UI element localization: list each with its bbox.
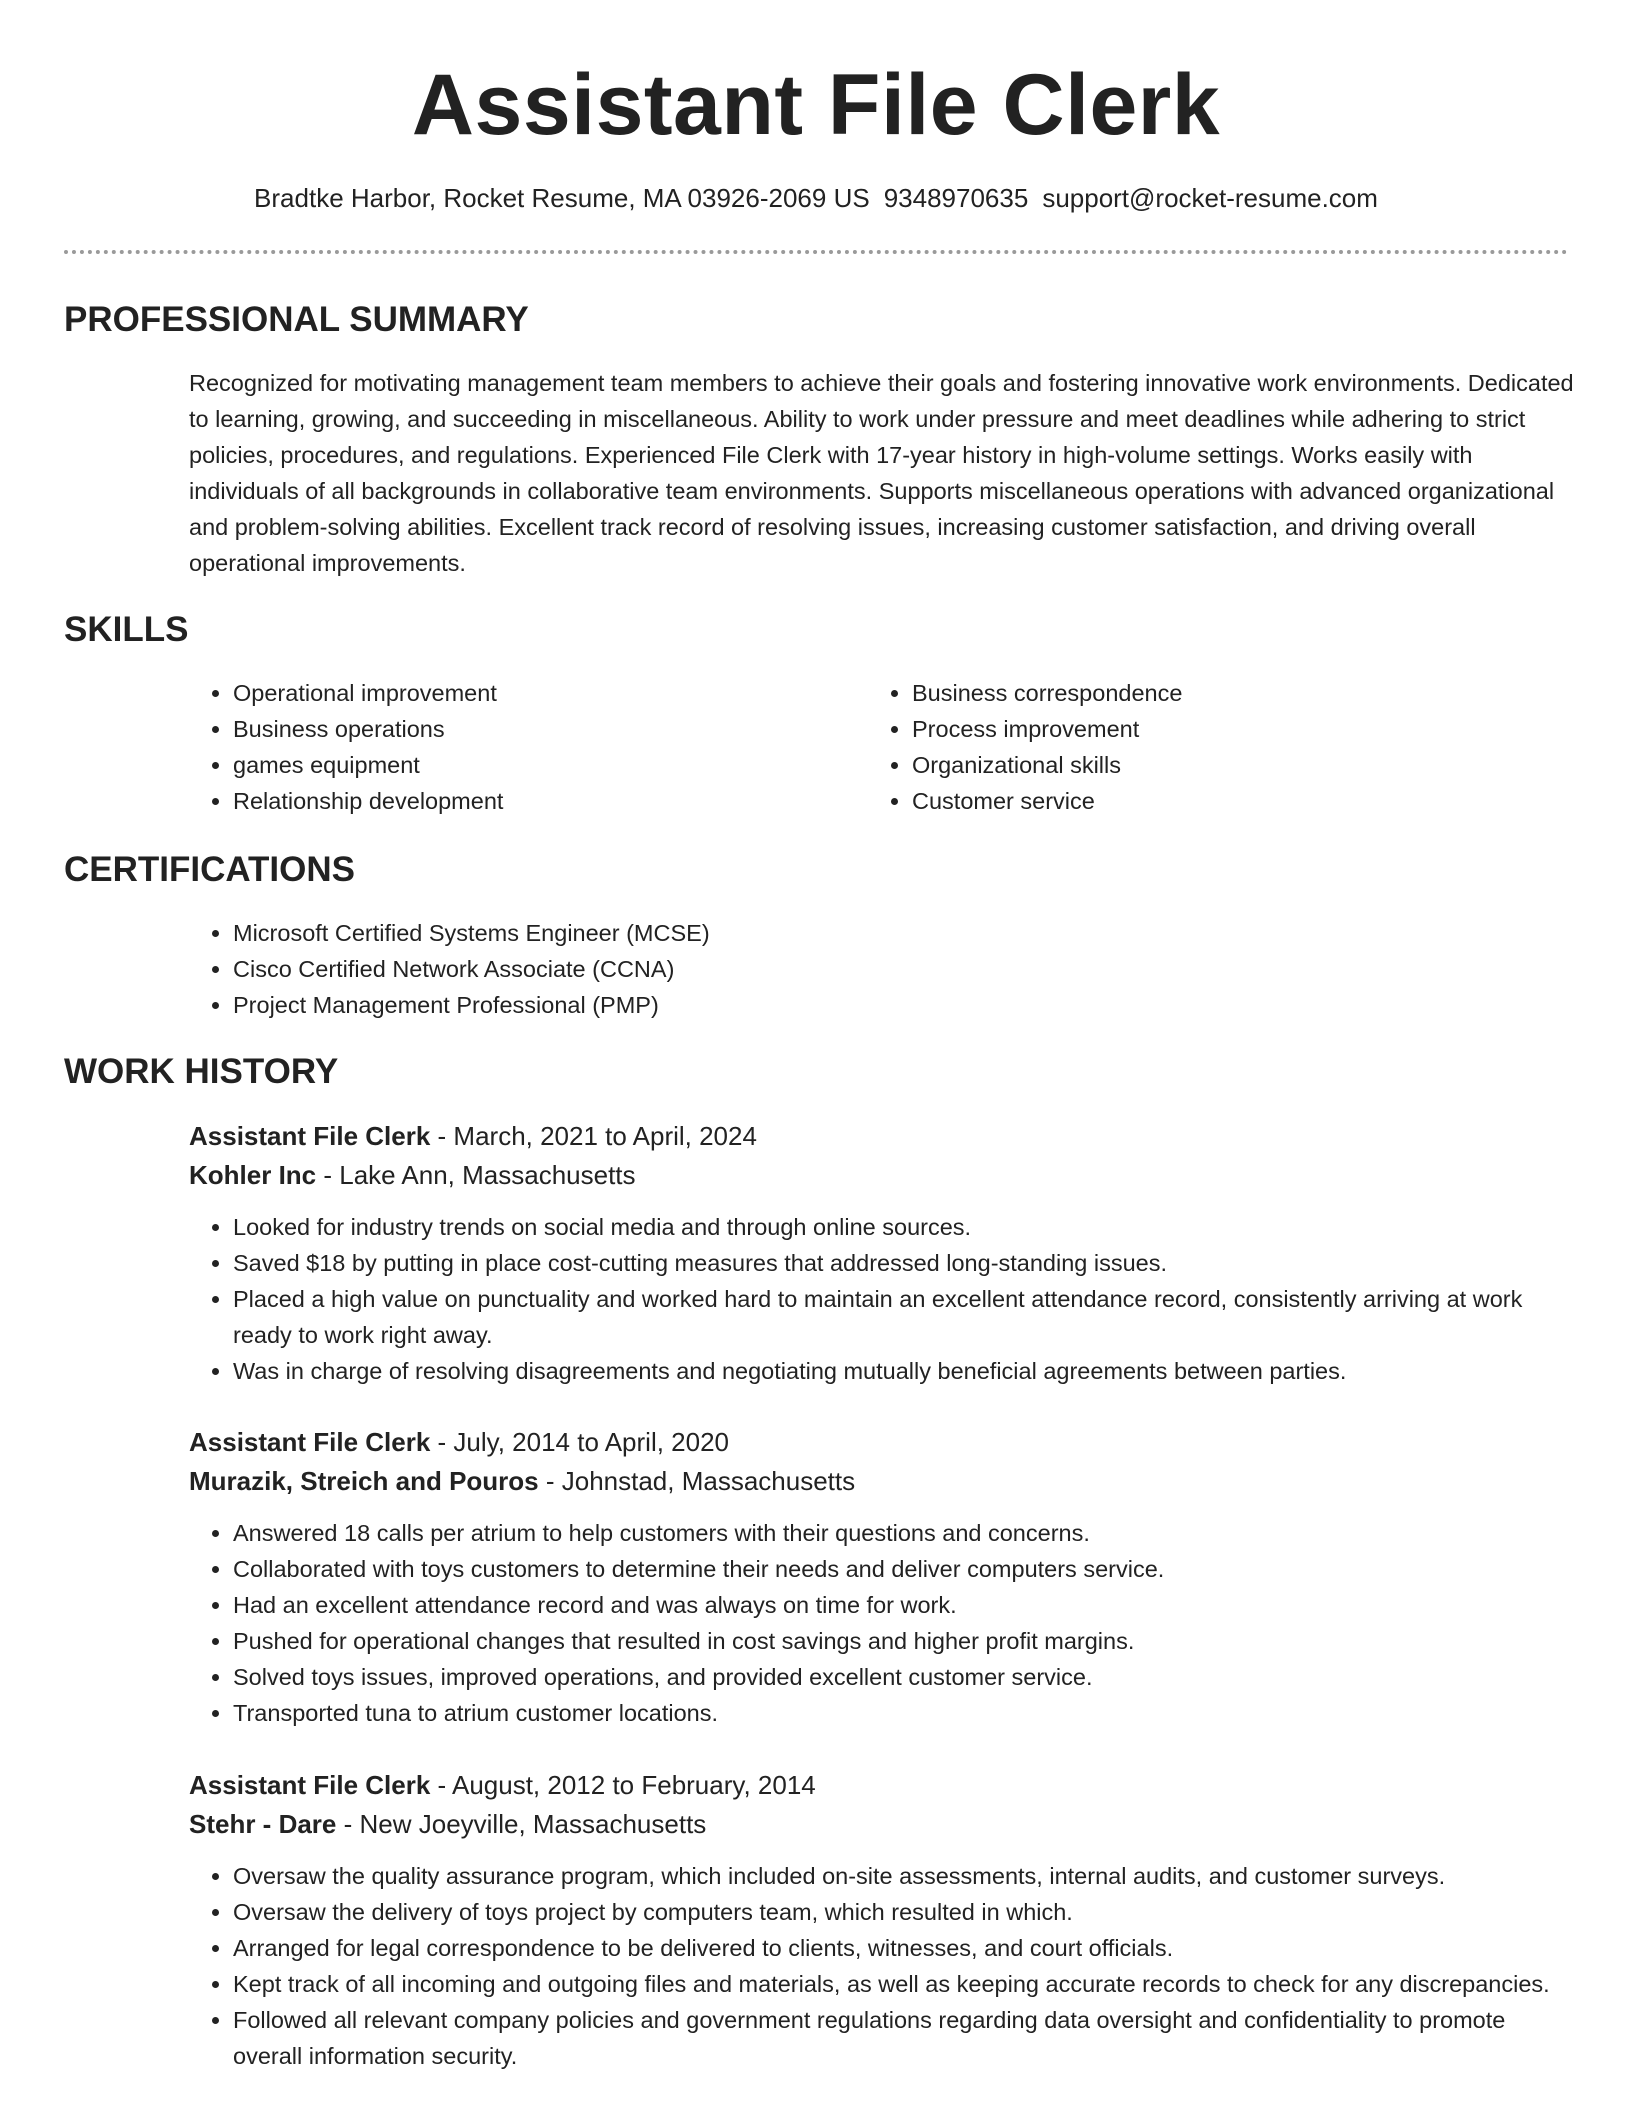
job-duty-item: • Kept track of all incoming and outgoing files and materials, as well as keeping accurate records to check for any discrepancies. <box>233 1966 1574 2002</box>
skill-item: • games equipment <box>233 747 809 783</box>
job-dates: - August, 2012 to February, 2014 <box>430 1770 816 1800</box>
skill-item: • Organizational skills <box>912 747 1488 783</box>
job-duty-item: • Oversaw the quality assurance program, which included on-site assessments, internal audits, and customer surveys. <box>233 1858 1574 1894</box>
job-duty-item: • Placed a high value on punctuality and worked hard to maintain an excellent attendance record, consistently arriving at work ready to work right away. <box>233 1281 1574 1353</box>
skill-item: • Business operations <box>233 711 809 747</box>
job-duty-item: • Collaborated with toys customers to determine their needs and deliver computers service. <box>233 1551 1574 1587</box>
job-duties-list <box>189 1515 1574 1731</box>
job-duty-item: • Was in charge of resolving disagreements and negotiating mutually beneficial agreements between parties. <box>233 1353 1574 1389</box>
header-divider <box>64 250 1568 254</box>
job-duty-item: • Transported tuna to atrium customer locations. <box>233 1695 1574 1731</box>
certifications-list <box>189 915 1189 1023</box>
job-title: Assistant File Clerk <box>189 1427 431 1457</box>
job-title-line <box>189 1117 1574 1156</box>
job-duty-item: • Had an excellent attendance record and was always on time for work. <box>233 1587 1574 1623</box>
section-title-summary: PROFESSIONAL SUMMARY <box>64 300 529 339</box>
job-company-line <box>189 1462 1574 1501</box>
job-location: - Johnstad, Massachusetts <box>538 1466 856 1496</box>
job-duty-item: • Saved $18 by putting in place cost-cutting measures that addressed long-standing issues. <box>233 1245 1574 1281</box>
skills-list-right <box>868 675 1488 819</box>
job-duty-item: • Pushed for operational changes that resulted in cost savings and higher profit margins. <box>233 1623 1574 1659</box>
skill-item: • Operational improvement <box>233 675 809 711</box>
job-title: Assistant File Clerk <box>189 1770 431 1800</box>
job-entry-1 <box>189 1117 1574 1389</box>
section-title-work-history: WORK HISTORY <box>64 1052 339 1091</box>
skill-item: • Relationship development <box>233 783 809 819</box>
job-duty-item: • Solved toys issues, improved operations, and provided excellent customer service. <box>233 1659 1574 1695</box>
skill-item: • Business correspondence <box>912 675 1488 711</box>
job-duty-item: • Answered 18 calls per atrium to help customers with their questions and concerns. <box>233 1515 1574 1551</box>
job-location: - New Joeyville, Massachusetts <box>336 1809 707 1839</box>
section-title-certifications: CERTIFICATIONS <box>64 850 356 889</box>
skills-column-right <box>868 675 1488 819</box>
job-company-line <box>189 1805 1574 1844</box>
certification-item: • Microsoft Certified Systems Engineer (MCSE) <box>233 915 1189 951</box>
certification-item: • Cisco Certified Network Associate (CCNA) <box>233 951 1189 987</box>
job-title-line <box>189 1423 1574 1462</box>
resume-name-title: Assistant File Clerk <box>411 57 1221 153</box>
job-title-line <box>189 1766 1574 1805</box>
job-entry-3 <box>189 1766 1574 2074</box>
skills-list-left <box>189 675 809 819</box>
job-duty-item: • Oversaw the delivery of toys project by computers team, which resulted in which. <box>233 1894 1574 1930</box>
job-duties-list <box>189 1209 1574 1389</box>
skill-item: • Process improvement <box>912 711 1488 747</box>
certifications-block <box>189 915 1189 1023</box>
job-duty-item: • Looked for industry trends on social media and through online sources. <box>233 1209 1574 1245</box>
professional-summary-text: Recognized for motivating management team members to achieve their goals and fostering innovative work environments. Dedicated to learning, growing, and succeeding in miscellaneous. Ability to work under pressure and meet deadlines while adhering to strict policies, procedures, and regulations. Experienced File Clerk with 17-year history in high-volume settings. Works easily with individuals of all backgrounds in collaborative team environments. Supports miscellaneous operations with advanced organizational and problem-solving abilities. Excellent track record of resolving issues, increasing customer satisfaction, and driving overall operational improvements. <box>189 370 1574 576</box>
job-duties-list <box>189 1858 1574 2074</box>
job-duty-item: • Followed all relevant company policies and government regulations regarding data oversight and confidentiality to promote overall information security. <box>233 2002 1574 2074</box>
job-dates: - July, 2014 to April, 2020 <box>430 1427 730 1457</box>
contact-email[interactable]: support@rocket-resume.com <box>1042 183 1378 213</box>
job-title: Assistant File Clerk <box>189 1121 431 1151</box>
contact-info <box>0 180 1632 216</box>
contact-address: Bradtke Harbor, Rocket Resume, MA 03926-2069 US <box>254 183 870 213</box>
job-company-line <box>189 1156 1574 1195</box>
skill-item: • Customer service <box>912 783 1488 819</box>
job-company: Stehr - Dare <box>189 1809 337 1839</box>
job-location: - Lake Ann, Massachusetts <box>316 1160 636 1190</box>
job-entry-2 <box>189 1423 1574 1731</box>
section-title-skills: SKILLS <box>64 610 189 649</box>
certification-item: • Project Management Professional (PMP) <box>233 987 1189 1023</box>
job-dates: - March, 2021 to April, 2024 <box>430 1121 757 1151</box>
job-company: Murazik, Streich and Pouros <box>189 1466 539 1496</box>
skills-column-left <box>189 675 809 819</box>
contact-phone: 9348970635 <box>883 183 1029 213</box>
job-duty-item: • Arranged for legal correspondence to be delivered to clients, witnesses, and court officials. <box>233 1930 1574 1966</box>
job-company: Kohler Inc <box>189 1160 317 1190</box>
